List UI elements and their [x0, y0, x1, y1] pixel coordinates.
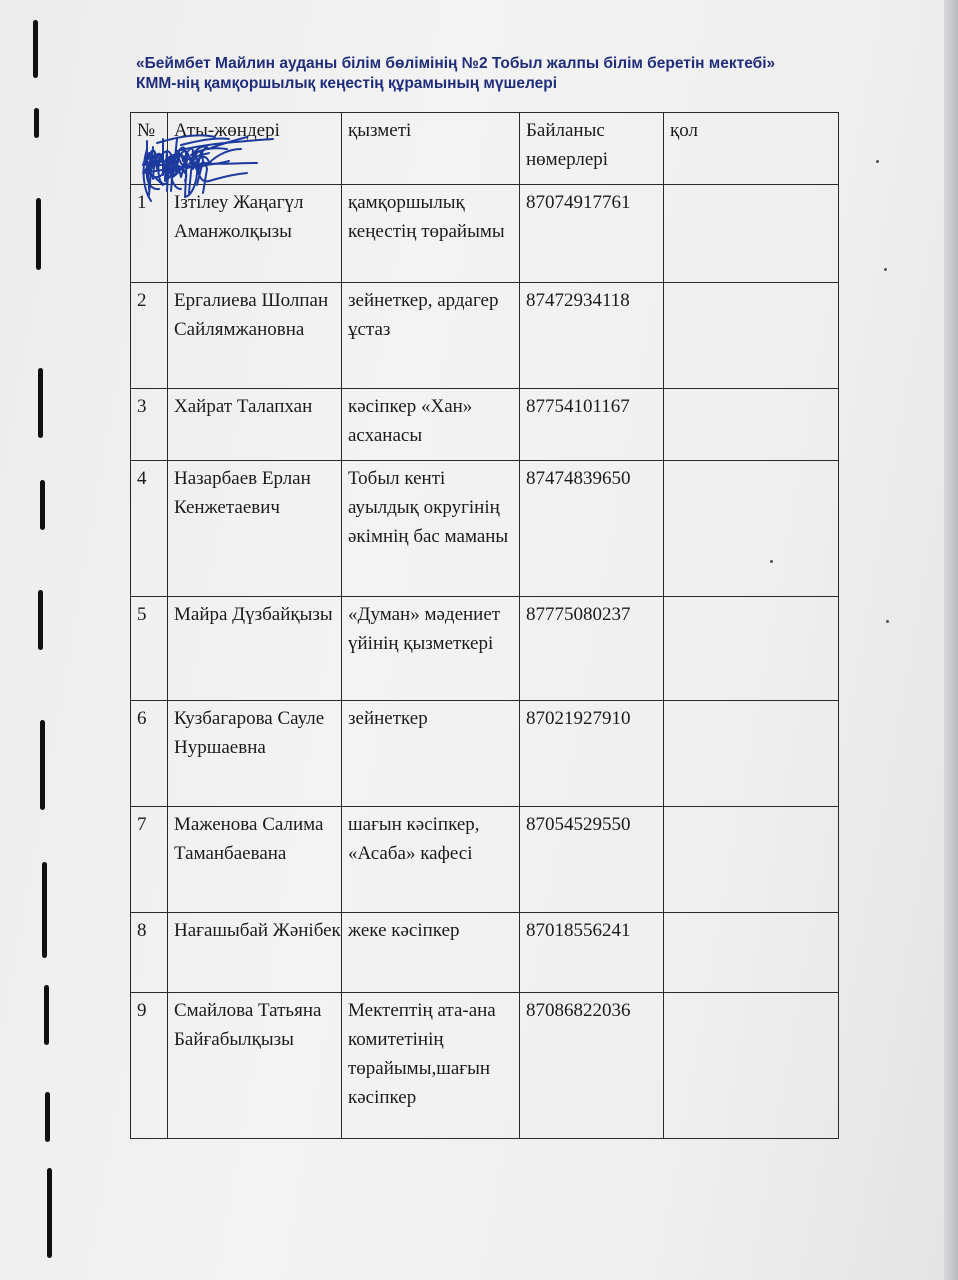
table-row: [131, 389, 839, 461]
row-position: зейнеткер, ардагер ұстаз: [342, 283, 520, 389]
signature-9: [137, 119, 287, 219]
row-position: қамқоршылық кеңестің төрайымы: [342, 185, 520, 283]
row-position: «Думан» мәдениет үйінің қызметкері: [342, 597, 520, 701]
binder-mark: [42, 862, 47, 958]
row-name: Смайлова Татьяна Байғабылқызы: [168, 993, 342, 1139]
row-position: шағын кәсіпкер, «Асаба» кафесі: [342, 807, 520, 913]
row-number: 8: [131, 913, 168, 993]
row-phone: 87074917761: [520, 185, 664, 283]
row-name: Нағашыбай Жәнібек: [168, 913, 342, 993]
document-title-line-2: КММ-нің қамқоршылық кеңестің құрамының мүшелері: [136, 75, 558, 92]
header-phone: Байланыс нөмерлері: [520, 113, 664, 185]
document-title-line-1: «Беймбет Майлин ауданы білім бөлімінің №2 Тобыл жалпы білім беретін мектебі»: [136, 55, 776, 72]
row-signature: [664, 913, 839, 993]
header-number: №: [131, 113, 168, 185]
binder-mark: [38, 368, 43, 438]
row-signature: [664, 597, 839, 701]
row-phone: 87754101167: [520, 389, 664, 461]
row-phone: 87086822036: [520, 993, 664, 1139]
table-row: [131, 597, 839, 701]
row-number: 3: [131, 389, 168, 461]
row-number: 6: [131, 701, 168, 807]
row-signature: [664, 283, 839, 389]
table-row: [131, 283, 839, 389]
header-name: Аты-жөндері: [168, 113, 342, 185]
row-name: Кузбагарова Сауле Нуршаевна: [168, 701, 342, 807]
binder-mark: [33, 20, 38, 78]
table-row: [131, 461, 839, 597]
row-phone: 87775080237: [520, 597, 664, 701]
binder-mark: [44, 985, 49, 1045]
binder-mark: [40, 480, 45, 530]
binder-mark: [40, 720, 45, 810]
row-name: Ергалиева Шолпан Сайлямжановна: [168, 283, 342, 389]
row-position: зейнеткер: [342, 701, 520, 807]
row-signature: [664, 389, 839, 461]
row-number: 1: [131, 185, 168, 283]
row-position: Мектептің ата-ана комитетінің төрайымы,шағын кәсіпкер: [342, 993, 520, 1139]
table-row: [131, 807, 839, 913]
row-name: Майра Дүзбайқызы: [168, 597, 342, 701]
paper-speck: [886, 620, 889, 623]
paper-speck: [884, 268, 887, 271]
row-phone: 87018556241: [520, 913, 664, 993]
row-number: 4: [131, 461, 168, 597]
table-row: [131, 913, 839, 993]
row-name: Назарбаев Ерлан Кенжетаевич: [168, 461, 342, 597]
row-position: кәсіпкер «Хан» асханасы: [342, 389, 520, 461]
header-signature: қол: [664, 113, 839, 185]
table-row: [131, 993, 839, 1139]
binder-mark: [47, 1168, 52, 1258]
row-signature: [664, 993, 839, 1139]
row-phone: 87054529550: [520, 807, 664, 913]
row-signature: [664, 807, 839, 913]
binder-mark: [38, 590, 43, 650]
row-phone: 87474839650: [520, 461, 664, 597]
board-members-table: [130, 112, 839, 1139]
document-title: [136, 54, 896, 94]
row-number: 7: [131, 807, 168, 913]
row-position: Тобыл кенті ауылдық округінің әкімнің бас маманы: [342, 461, 520, 597]
row-number: 5: [131, 597, 168, 701]
row-number: 9: [131, 993, 168, 1139]
row-signature: [664, 185, 839, 283]
row-phone: 87021927910: [520, 701, 664, 807]
binder-mark: [45, 1092, 50, 1142]
row-number: 2: [131, 283, 168, 389]
row-phone: 87472934118: [520, 283, 664, 389]
binder-mark: [36, 198, 41, 270]
row-position: жеке кәсіпкер: [342, 913, 520, 993]
header-position: қызметі: [342, 113, 520, 185]
binder-mark: [34, 108, 39, 138]
row-signature: [664, 701, 839, 807]
page-edge-shadow: [944, 0, 958, 1280]
paper-speck: [876, 160, 879, 163]
row-signature: [664, 461, 839, 597]
table-row: [131, 701, 839, 807]
row-name: Маженова Салима Таманбаевана: [168, 807, 342, 913]
row-name: Ізтілеу Жаңагүл Аманжолқызы: [168, 185, 342, 283]
row-name: Хайрат Талапхан: [168, 389, 342, 461]
